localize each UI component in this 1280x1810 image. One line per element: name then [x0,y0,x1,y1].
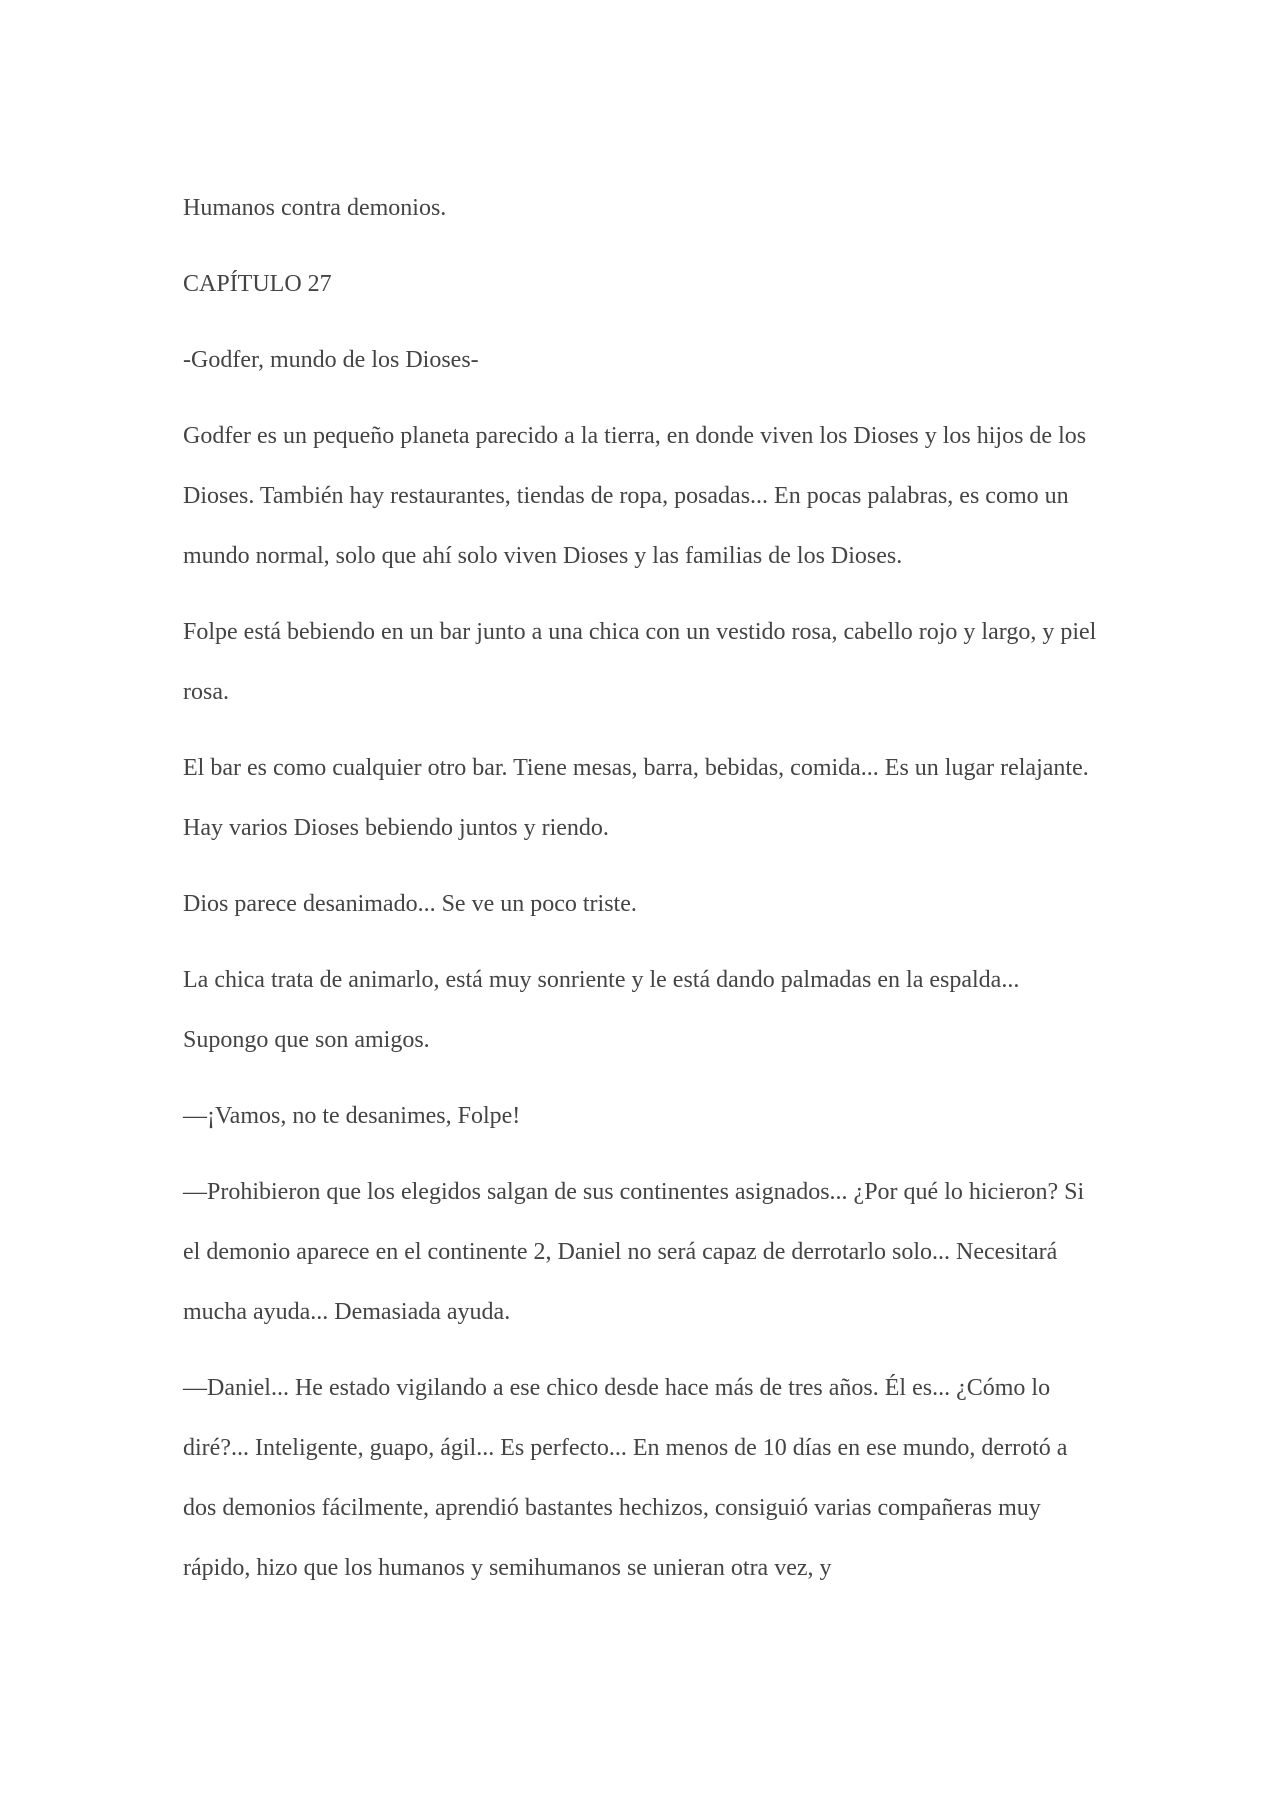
book-title: Humanos contra demonios. [183,195,447,221]
location-heading: -Godfer, mundo de los Dioses- [183,347,479,373]
chapter-heading: CAPÍTULO 27 [183,271,332,297]
dialogue-line: —Daniel... He estado vigilando a ese chico desde hace más de tres años. Él es... ¿Cómo lo diré?... Inteligente, guapo, ágil... Es perfecto... En menos de 10 días en ese mundo, derrotó a dos demonios fácilmente, aprendió bastantes hechizos, consiguió varias compañeras muy rápido, hizo que los humanos y semihumanos se unieran otra vez, y [183,1375,1068,1581]
paragraph: Godfer es un pequeño planeta parecido a la tierra, en donde viven los Dioses y los hijos de los Dioses. También hay restaurantes, tiendas de ropa, posadas... En pocas palabras, es como un mundo normal, solo que ahí solo viven Dioses y las familias de los Dioses. [183,423,1087,569]
paragraph: El bar es como cualquier otro bar. Tiene mesas, barra, bebidas, comida... Es un lugar relajante. Hay varios Dioses bebiendo juntos y riendo. [183,755,1089,841]
dialogue-line: —Prohibieron que los elegidos salgan de sus continentes asignados... ¿Por qué lo hicieron? Si el demonio aparece en el continente 2, Daniel no será capaz de derrotarlo solo... Necesitará mucha ayuda... Demasiada ayuda. [183,1179,1085,1325]
paragraph: Dios parece desanimado... Se ve un poco triste. [183,891,637,917]
paragraph: Folpe está bebiendo en un bar junto a una chica con un vestido rosa, cabello rojo y largo, y piel rosa. [183,619,1097,705]
dialogue-line: —¡Vamos, no te desanimes, Folpe! [183,1103,521,1129]
document-body [183,178,1103,1614]
paragraph: La chica trata de animarlo, está muy sonriente y le está dando palmadas en la espalda... Supongo que son amigos. [183,967,1020,1053]
